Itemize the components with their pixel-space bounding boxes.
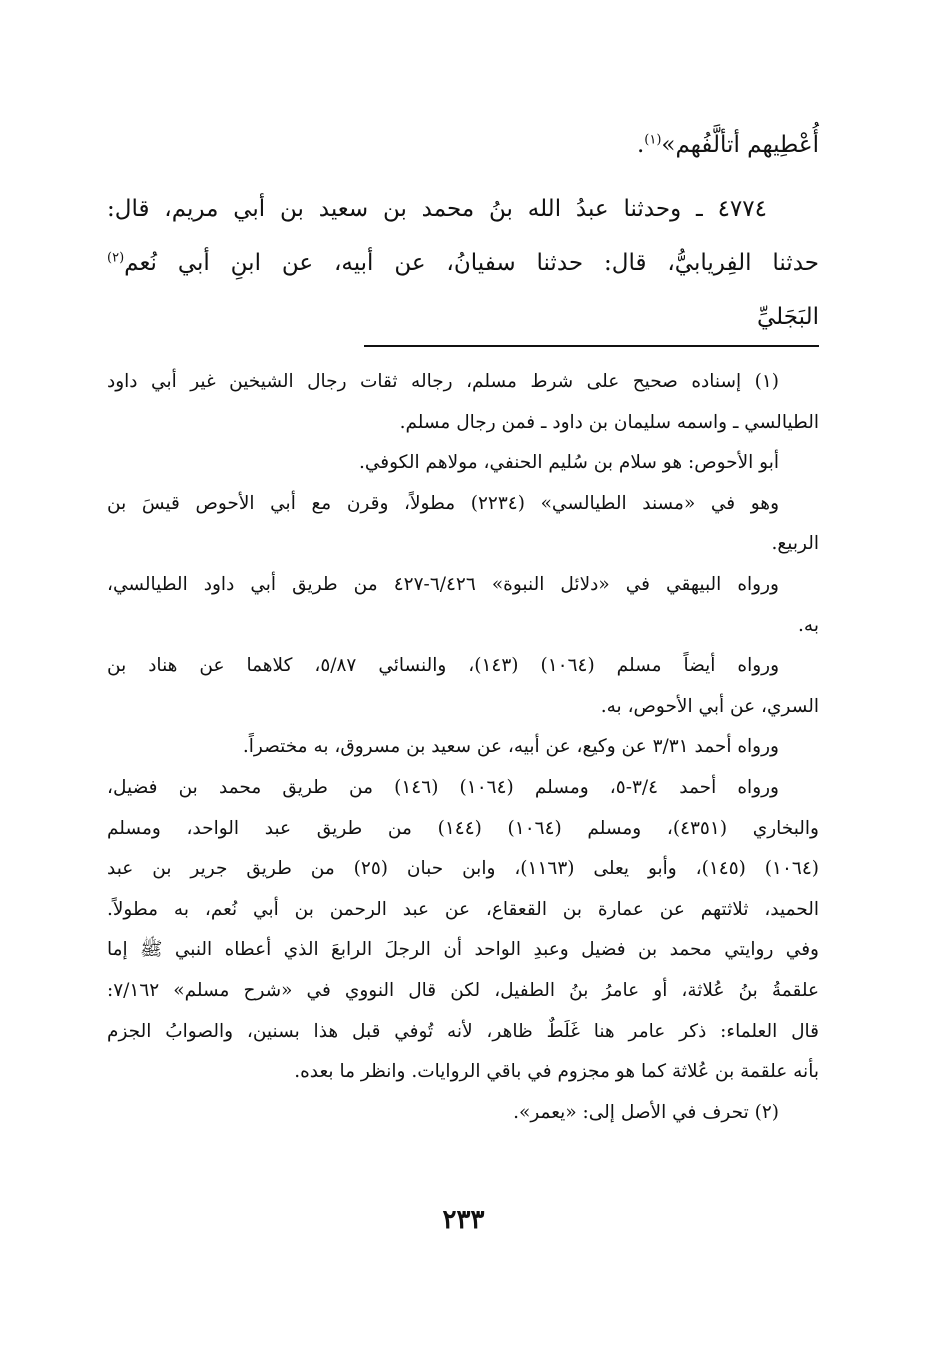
footnote-ref-1: (١)	[644, 132, 662, 148]
footnote-line: الطيالسي ـ واسمه سليمان بن داود ـ فمن رجال مسلم.	[399, 411, 819, 433]
footnote-line: (٢) تحرف في الأصل إلى: «يعمر».	[513, 1101, 779, 1123]
footnote-line: والبخاري (٤٣٥١)، ومسلم (١٠٦٤) (١٤٤) من طريق عبد الواحد، ومسلم	[107, 817, 819, 839]
hadith-line-3: البَجَليِّ	[757, 304, 819, 330]
footnote-line: ورواه أحمد ٣/٣١ عن وكيع، عن أبيه، عن سعيد بن مسروق، به مختصراً.	[242, 736, 779, 758]
footnote-line: (١) إسناده صحيح على شرط مسلم، رجاله ثقات رجال الشيخين غير أبي داود	[107, 371, 779, 392]
hadith-line-1: ٤٧٧٤ ـ وحدثنا عبدُ الله بنُ محمد بن سعيد بن أبي مريم، قال:	[107, 196, 767, 222]
footnote-line: ورواه أحمد ٣/٤-٥، ومسلم (١٠٦٤) (١٤٦) من طريق محمد بن فضيل،	[107, 776, 779, 798]
footnote-line: علقمةُ بنُ عُلاثة، أو عامرُ بنُ الطفيل، لكن قال النووي في «شرح مسلم» ٧/١٦٢:	[107, 979, 819, 1001]
hadith-line-2	[107, 236, 819, 290]
footnote-line: السري، عن أبي الأحوص، به.	[600, 695, 819, 717]
footnote-line: به.	[798, 614, 819, 636]
footnote-line: ورواه أيضاً مسلم (١٠٦٤) (١٤٣)، والنسائي ٥/٨٧، كلاهما عن هناد بن	[107, 655, 780, 677]
footnote-line: بأنه علقمة بن عُلاثة كما هو مجزوم في باقي الروايات. وانظر ما بعده.	[294, 1061, 819, 1083]
main-line-1-end: .	[636, 132, 645, 158]
footnote-line: ورواه البيهقي في «دلائل النبوة» ٦/٤٢٦-٤٢٧ من طريق أبي داود الطيالسي،	[107, 573, 779, 595]
main-line-1-text: أُعْطِيهم أتألَّفُهم»	[661, 132, 819, 158]
footnote-line: وفي روايتي محمد بن فضيل وعبدِ الواحد أن الرجلَ الرابعَ الذي أعطاه النبي ﷺ إما	[107, 939, 819, 961]
main-text-block	[107, 118, 819, 172]
main-line-1	[107, 118, 819, 172]
footnote-line: الحميد، ثلاثتهم عن عمارة بن القعقاع، عن عبد الرحمن بن أبي نُعم، به مطولاً.	[107, 898, 819, 920]
footnote-ref-2: (٢)	[107, 250, 125, 266]
hadith-paragraph	[107, 182, 819, 344]
footnotes-section	[107, 362, 819, 1133]
footnote-line: الربيع.	[771, 533, 819, 555]
footnote-line: أبو الأحوص: هو سلام بن سُليم الحنفي، مولاهم الكوفي.	[358, 452, 779, 474]
footnote-line: قال العلماء: ذكر عامر هنا غَلَطٌ ظاهر، لأنه تُوفي قبل هذا بسنين، والصوابُ الجزم	[107, 1020, 819, 1042]
footnote-divider	[364, 345, 819, 347]
footnote-line: (١٠٦٤) (١٤٥)، وأبو يعلى (١١٦٣)، وابن حبان (٢٥) من طريق جرير بن عبد	[107, 858, 819, 880]
hadith-line-2-text: حدثنا الفِريابيُّ، قال: حدثنا سفيانُ، عن أبيه، عن ابنِ أبي نُعم	[124, 250, 819, 276]
footnote-line: وهو في «مسند الطيالسي» (٢٢٣٤) مطولاً، وقرن مع أبي الأحوص قيسَ بن	[107, 492, 780, 514]
page-number: ٢٣٣	[442, 1205, 485, 1235]
